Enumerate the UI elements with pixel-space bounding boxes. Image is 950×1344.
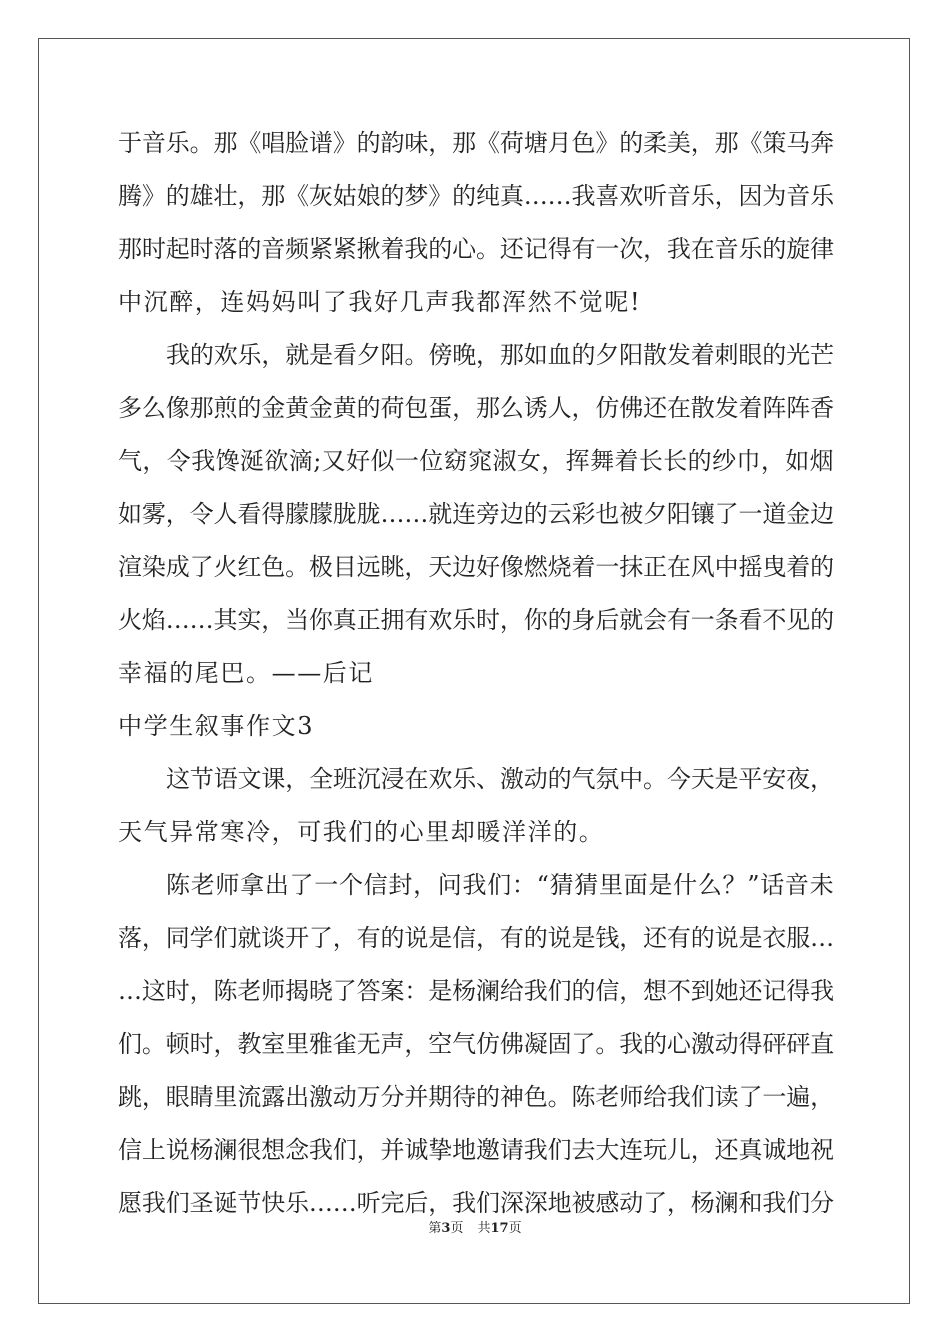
text-line: 这节语文课，全班沉浸在欢乐、激动的气氛中。今天是平安夜， bbox=[166, 765, 834, 793]
total-pages: 17 bbox=[490, 1221, 509, 1236]
text-line: 于音乐。那《唱脸谱》的韵味，那《荷塘月色》的柔美，那《策马奔 bbox=[118, 129, 834, 157]
text-line: 愿我们圣诞节快乐……听完后，我们深深地被感动了，杨澜和我们分 bbox=[118, 1189, 834, 1217]
text-line: 渲染成了火红色。极目远眺，天边好像燃烧着一抹正在风中摇曳着的 bbox=[118, 553, 834, 581]
page-number: 3 bbox=[441, 1221, 451, 1236]
text-line: 落，同学们就谈开了，有的说是信，有的说是钱，还有的说是衣服… bbox=[118, 924, 834, 952]
text-line: 陈老师拿出了一个信封，问我们：“猜猜里面是什么？”话音未 bbox=[166, 871, 835, 899]
text-line: 们。顿时，教室里雅雀无声，空气仿佛凝固了。我的心激动得砰砰直 bbox=[118, 1030, 834, 1058]
page-footer bbox=[0, 1220, 950, 1238]
page-number-prefix: 第 bbox=[428, 1221, 442, 1236]
text-line: 火焰……其实，当你真正拥有欢乐时，你的身后就会有一条看不见的 bbox=[118, 606, 834, 634]
total-pages-prefix: 共 bbox=[477, 1221, 491, 1236]
total-pages-suffix: 页 bbox=[508, 1221, 522, 1236]
text-line: 那时起时落的音频紧紧揪着我的心。还记得有一次，我在音乐的旋律 bbox=[118, 235, 834, 263]
text-line: 我的欢乐，就是看夕阳。傍晚，那如血的夕阳散发着刺眼的光芒 bbox=[166, 341, 834, 369]
page-number-suffix: 页 bbox=[450, 1221, 464, 1236]
text-line: 幸福的尾巴。——后记 bbox=[118, 659, 374, 687]
text-line: 气，令我馋涎欲滴;又好似一位窈窕淑女，挥舞着长长的纱巾，如烟 bbox=[118, 447, 835, 475]
text-line: 如雾，令人看得朦朦胧胧……就连旁边的云彩也被夕阳镶了一道金边 bbox=[118, 500, 834, 528]
text-line: 腾》的雄壮，那《灰姑娘的梦》的纯真……我喜欢听音乐，因为音乐 bbox=[118, 182, 834, 210]
section-heading: 中学生叙事作文3 bbox=[118, 712, 315, 740]
text-line: 跳，眼睛里流露出激动万分并期待的神色。陈老师给我们读了一遍， bbox=[118, 1083, 834, 1111]
text-line: …这时，陈老师揭晓了答案：是杨澜给我们的信，想不到她还记得我 bbox=[118, 977, 834, 1005]
text-line: 信上说杨澜很想念我们，并诚挚地邀请我们去大连玩儿，还真诚地祝 bbox=[118, 1136, 834, 1164]
text-line: 中沉醉，连妈妈叫了我好几声我都浑然不觉呢! bbox=[118, 288, 642, 316]
text-line: 天气异常寒冷，可我们的心里却暖洋洋的。 bbox=[118, 818, 605, 846]
text-line: 多么像那煎的金黄金黄的荷包蛋，那么诱人，仿佛还在散发着阵阵香 bbox=[118, 394, 834, 422]
